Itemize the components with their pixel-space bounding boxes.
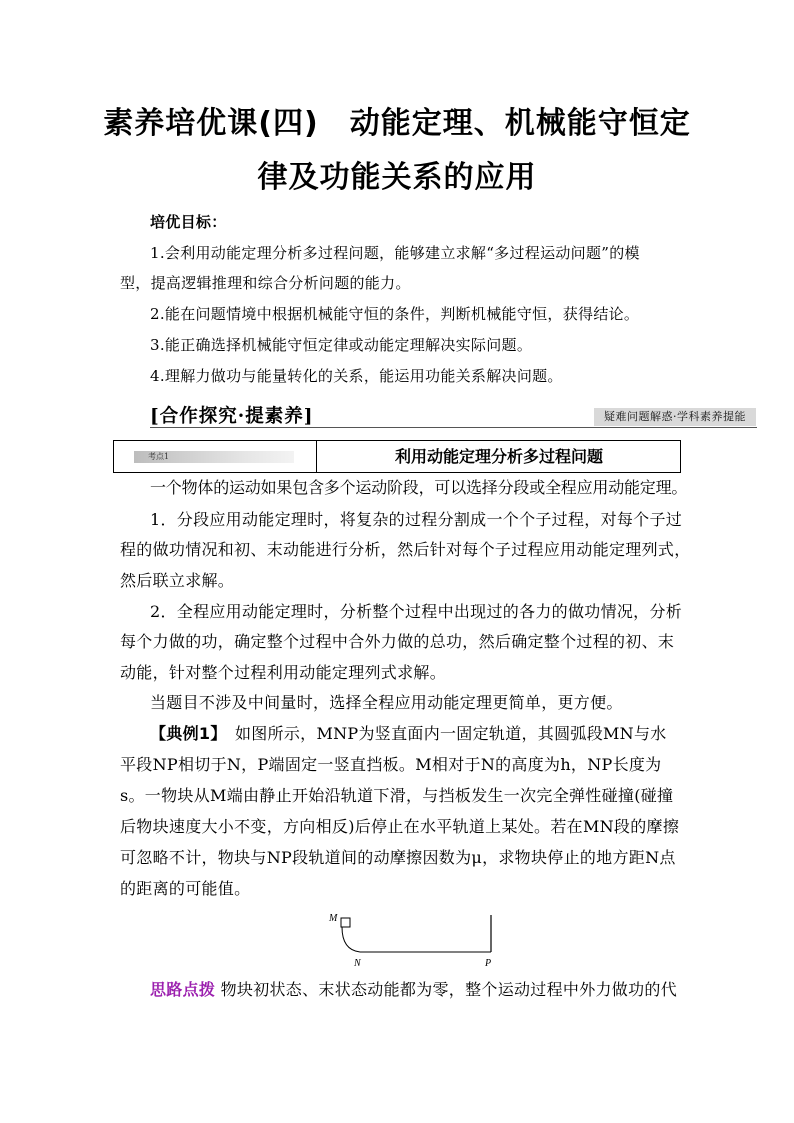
example-line-1: [150, 724, 667, 744]
section-heading: [合作探究·提素养]: [150, 406, 314, 427]
goal-1-line-2: 型，提高逻辑推理和综合分析问题的能力。: [120, 274, 411, 292]
label-p: P: [485, 958, 492, 969]
goal-3: 3.能正确选择机械能守恒定律或动能定理解决实际问题。: [150, 336, 533, 354]
hint-label: 思路点拨: [150, 980, 216, 999]
body-p2-line-3: 动能，针对整个过程利用动能定理列式求解。: [120, 663, 447, 682]
example-line-5: 可忽略不计，物块与NP段轨道间的动摩擦因数为μ，求物块停止的地方距N点: [120, 848, 676, 867]
body-p2-line-1: 2．全程应用动能定理时，分析整个过程中出现过的各力的做功情况，分析: [150, 602, 683, 621]
example-line-4: 后物块速度大小不变，方向相反)后停止在水平轨道上某处。若在MN段的摩擦: [120, 817, 680, 836]
label-m: M: [329, 913, 338, 924]
topic-title: 利用动能定理分析多过程问题: [394, 447, 603, 466]
section-tag: 疑难问题解惑·学科素养提能: [594, 408, 756, 426]
example-line-6: 的距离的可能值。: [120, 879, 251, 898]
page-title-line-2: 律及功能关系的应用: [257, 160, 537, 195]
topic-badge: 考点1: [134, 451, 294, 463]
body-p2-line-2: 每个力做的功，确定整个过程中合外力做的总功，然后确定整个过程的初、末: [120, 632, 675, 651]
body-p1-line-3: 然后联立求解。: [120, 571, 235, 590]
body-intro: 一个物体的运动如果包含多个运动阶段，可以选择分段或全程应用动能定理。: [150, 478, 688, 497]
hint-text: 物块初状态、末状态动能都为零，整个运动过程中外力做功的代: [215, 980, 677, 999]
goal-2: 2.能在问题情境中根据机械能守恒的条件，判断机械能守恒，获得结论。: [150, 305, 640, 323]
goals-heading: 培优目标：: [150, 213, 227, 231]
example-label: 【典例1】: [150, 724, 219, 743]
section-divider: [150, 427, 757, 428]
label-n: N: [354, 958, 361, 969]
track-diagram: [322, 905, 502, 969]
goal-1-line-1: 1.会利用动能定理分析多过程问题，能够建立求解“多过程运动问题”的模: [150, 244, 640, 262]
goal-4: 4.理解力做功与能量转化的关系，能运用功能关系解决问题。: [150, 367, 563, 385]
body-p1-line-1: 1．分段应用动能定理时，将复杂的过程分割成一个个子过程，对每个子过: [150, 510, 683, 529]
body-note: 当题目不涉及中间量时，选择全程应用动能定理更简单，更方便。: [150, 693, 623, 712]
page-title-line-1: 素养培优课(四) 动能定理、机械能守恒定: [103, 106, 691, 141]
arc-mn: [342, 927, 360, 952]
hint-line: [150, 980, 677, 1000]
topic-header-box: [113, 440, 681, 473]
example-line-3: s。一物块从M端由静止开始沿轨道下滑，与挡板发生一次完全弹性碰撞(碰撞: [120, 786, 674, 805]
block: [341, 918, 350, 927]
example-text-1: 如图所示，MNP为竖直面内一固定轨道，其圆弧段MN与水: [218, 724, 667, 743]
example-line-2: 平段NP相切于N，P端固定一竖直挡板。M相对于N的高度为h，NP长度为: [120, 755, 662, 774]
body-p1-line-2: 程的做功情况和初、末动能进行分析，然后针对每个子过程应用动能定理列式，: [120, 540, 691, 559]
